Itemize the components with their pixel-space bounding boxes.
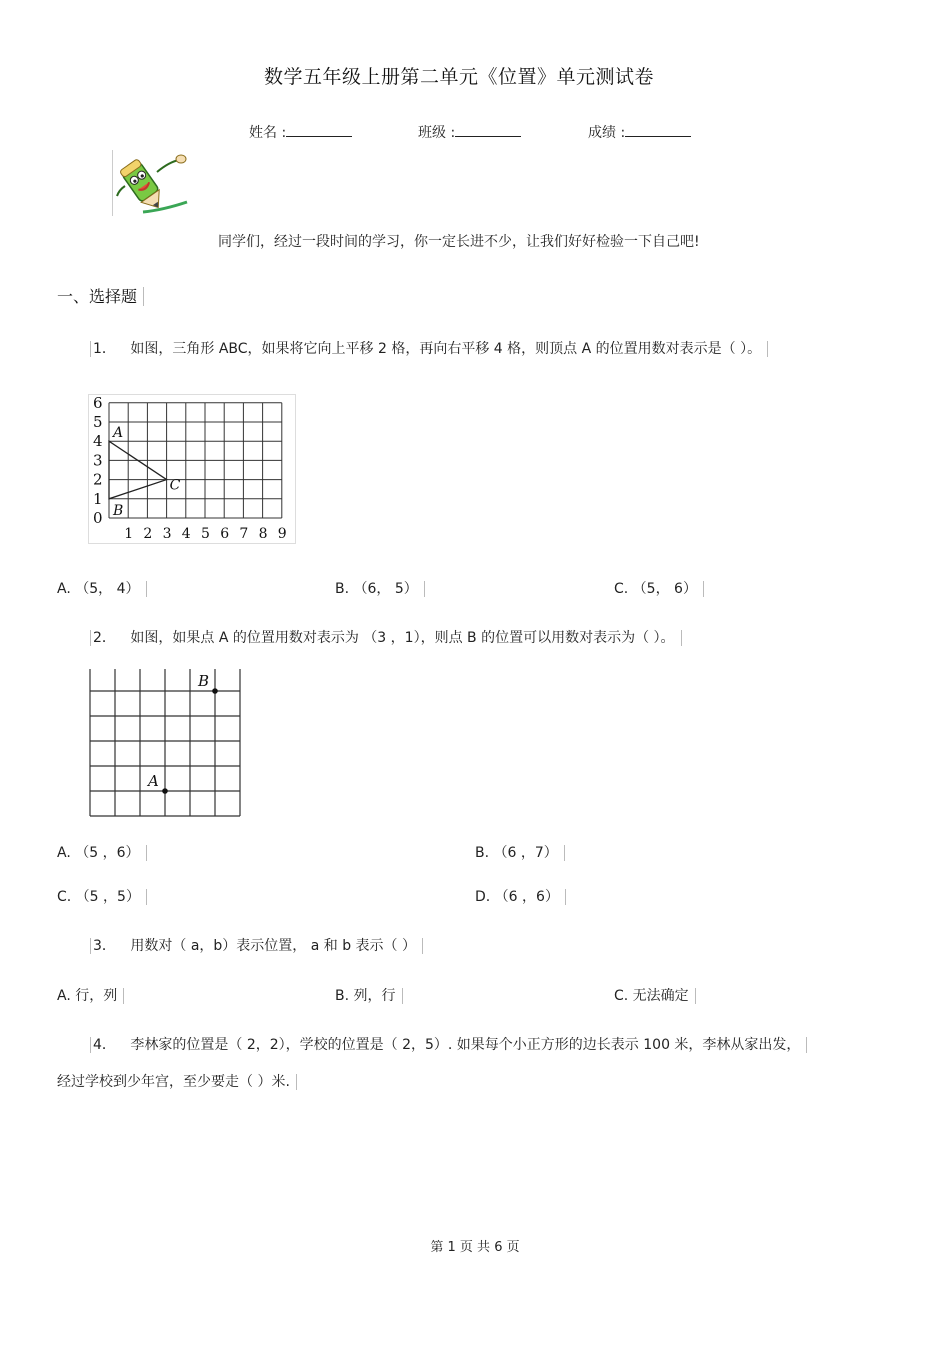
question-2-option-d[interactable]: D. （6 ，6） xyxy=(475,886,566,906)
x-tick-label: 4 xyxy=(181,526,191,542)
question-2-option-c[interactable]: C. （5 ，5） xyxy=(57,886,147,906)
x-tick-label: 7 xyxy=(239,526,249,542)
question-1-option-c[interactable]: C. （5， 6） xyxy=(614,578,704,598)
question-4-line-2: 经过学校到少年宫，至少要走（ ）米. xyxy=(57,1071,297,1091)
triangle-abc xyxy=(109,441,167,499)
question-2-text: 如图，如果点 A 的位置用数对表示为 （3 ，1），则点 B 的位置可以用数对表示为（ ）。 xyxy=(130,630,681,646)
point-label-b: B xyxy=(198,672,210,690)
figure-2 xyxy=(88,669,244,819)
question-2-option-b[interactable]: B. （6 ，7） xyxy=(475,842,565,862)
point-a xyxy=(162,788,168,794)
name-blank[interactable] xyxy=(286,122,352,137)
page-title: 数学五年级上册第二单元《位置》单元测试卷 xyxy=(263,66,654,88)
question-3-option-b[interactable]: B. 列，行 xyxy=(335,985,403,1005)
point-label-c: C xyxy=(169,477,181,494)
question-2-option-a[interactable]: A. （5 ，6） xyxy=(57,842,147,862)
point-b xyxy=(212,688,218,694)
y-tick-label: 0 xyxy=(93,509,103,527)
question-1-number: 1． xyxy=(90,341,116,357)
y-tick-label: 1 xyxy=(93,489,103,508)
point-label-b: B xyxy=(113,502,124,519)
question-1-option-a[interactable]: A. （5， 4） xyxy=(57,578,147,598)
name-label: 姓名 : xyxy=(249,125,287,141)
y-tick-label: 2 xyxy=(93,470,103,489)
question-1 xyxy=(90,338,768,358)
question-3 xyxy=(90,935,423,955)
question-4-text: 李林家的位置是（ 2，2），学校的位置是（ 2，5）. 如果每个小正方形的边长表示 100 米，李林从家出发， xyxy=(130,1037,807,1053)
score-label: 成绩 : xyxy=(588,125,626,141)
question-3-option-c[interactable]: C. 无法确定 xyxy=(614,985,696,1005)
x-tick-label: 9 xyxy=(277,526,287,542)
x-tick-label: 3 xyxy=(162,526,172,542)
greeting-text: 同学们，经过一段时间的学习，你一定长进不少，让我们好好检验一下自己吧! xyxy=(218,234,700,250)
question-2 xyxy=(90,627,682,647)
x-tick-label: 2 xyxy=(143,526,153,542)
class-blank[interactable] xyxy=(455,122,521,137)
y-tick-label: 4 xyxy=(93,432,103,451)
section-title: 一、选择题 xyxy=(57,284,144,307)
question-3-number: 3． xyxy=(90,938,116,954)
pencil-mascot-icon xyxy=(112,150,189,216)
name-field[interactable] xyxy=(249,122,352,142)
x-tick-label: 6 xyxy=(220,526,230,542)
question-4 xyxy=(90,1034,807,1054)
question-1-text: 如图，三角形 ABC，如果将它向上平移 2 格，再向右平移 4 格，则顶点 A 的位置用数对表示是（ ）。 xyxy=(130,341,768,357)
figure-1 xyxy=(88,394,296,544)
x-tick-label: 5 xyxy=(201,526,210,542)
question-2-number: 2． xyxy=(90,630,116,646)
question-1-option-b[interactable]: B. （6， 5） xyxy=(335,578,425,598)
class-field[interactable] xyxy=(418,122,521,142)
y-tick-label: 5 xyxy=(93,413,103,431)
point-label-a: A xyxy=(113,425,124,442)
page-footer: 第 1 页 共 6 页 xyxy=(430,1240,520,1255)
x-tick-label: 1 xyxy=(124,526,134,542)
point-label-a: A xyxy=(148,772,159,790)
question-3-text: 用数对（ a，b）表示位置， a 和 b 表示（ ） xyxy=(130,938,423,954)
class-label: 班级 : xyxy=(418,125,456,141)
y-tick-label: 3 xyxy=(93,451,103,470)
score-field[interactable] xyxy=(588,122,691,142)
question-3-option-a[interactable]: A. 行，列 xyxy=(57,985,124,1005)
score-blank[interactable] xyxy=(625,122,691,137)
y-tick-label: 6 xyxy=(93,395,103,412)
question-4-number: 4． xyxy=(90,1037,116,1053)
x-tick-label: 8 xyxy=(258,526,268,542)
